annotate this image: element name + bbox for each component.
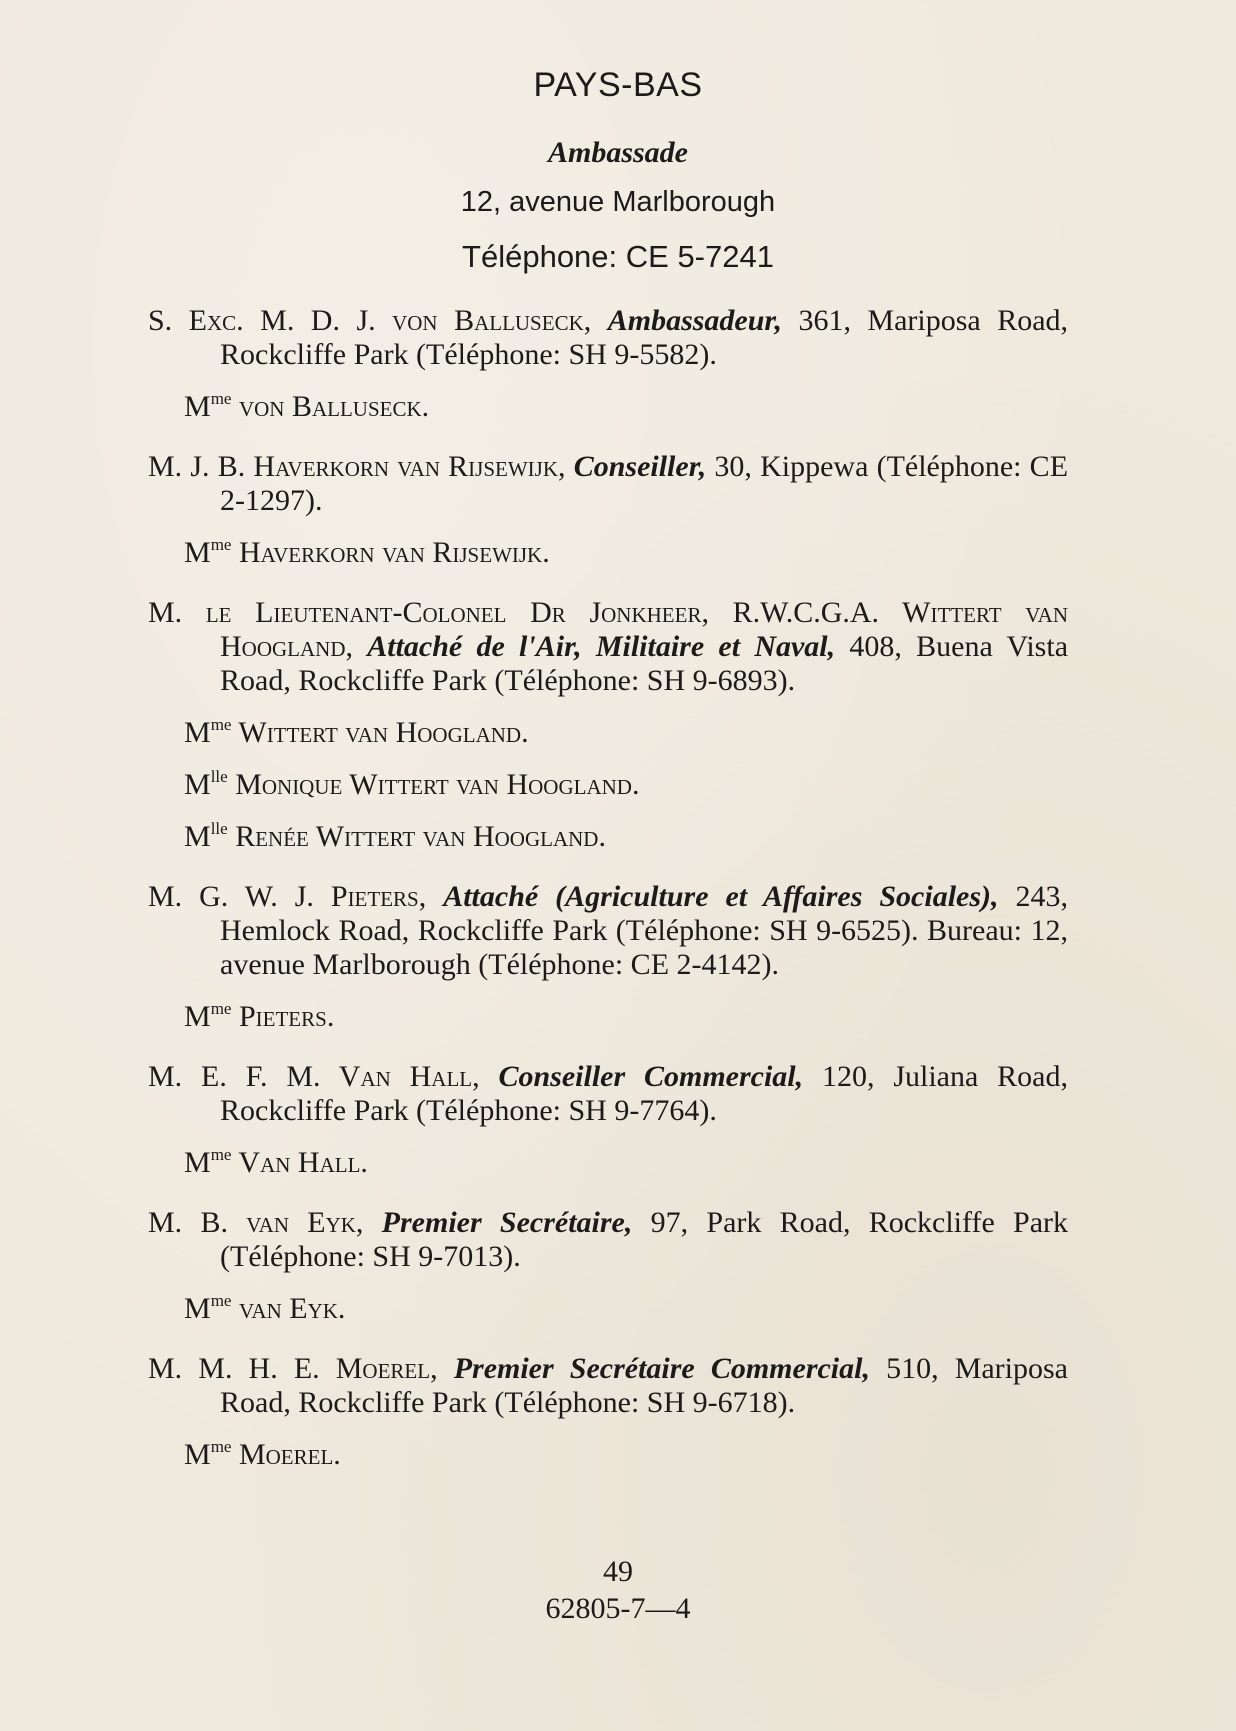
staff-details: 243, Hemlock Road, Rockcliffe Park (Téléphone: SH 9-6525). Bureau: 12, avenue Marlborough (Téléphone: CE 2-4142). [220,880,1068,981]
staff-entry [148,1060,1068,1180]
staff-role: Attaché (Agriculture et Affaires Sociales), [443,880,999,913]
staff-entry-main [148,596,1068,698]
family-member [184,992,1068,1034]
family-member-name: Van Hall. [231,1146,368,1179]
staff-details: 97, Park Road, Rockcliffe Park (Téléphone: SH 9-7013). [220,1206,1069,1273]
family-member-name: van Eyk. [231,1292,346,1325]
honorific: M [184,716,211,749]
family-member-name: Wittert van Hoogland. [231,716,529,749]
entry-prefix: M. [148,596,206,629]
staff-entry-main [148,450,1068,518]
staff-entry [148,1206,1068,1326]
staff-details: 30, Kippewa (Téléphone: CE 2-1297). [220,450,1069,517]
honorific: M [184,820,211,853]
section-heading: Ambassade [547,136,688,169]
entry-prefix: M. [148,450,191,483]
family-member [184,528,1068,570]
staff-entry-main [148,1206,1068,1274]
staff-role: Premier Secrétaire, [381,1206,633,1239]
entry-prefix: M. [148,1060,202,1093]
entry-prefix: M. [148,1206,201,1239]
staff-list [148,304,1068,1498]
honorific-suffix: lle [210,767,228,786]
entry-prefix: M. [148,880,200,913]
print-code: 62805-7—4 [545,1592,691,1625]
honorific-suffix: me [210,999,232,1018]
family-member-name: Renée Wittert van Hoogland. [227,820,606,853]
staff-entry [148,596,1068,854]
family-member-name: Moerel. [231,1438,341,1471]
family-member [184,1430,1068,1472]
staff-name: Exc. M. D. J. von Balluseck, [188,304,592,337]
staff-entry-main [148,880,1068,982]
page-title: PAYS-BAS [533,66,703,104]
embassy-address: 12, avenue Marlborough [460,186,776,218]
staff-role: Attaché de l'Air, Militaire et Naval, [367,630,836,663]
staff-entry-main [148,1060,1068,1128]
embassy-telephone: Téléphone: CE 5-7241 [462,239,774,274]
honorific-suffix: me [210,1145,232,1164]
family-member-name: Pieters. [231,1000,335,1033]
honorific: M [184,768,211,801]
staff-role: Conseiller, [573,450,707,483]
family-member [184,1138,1068,1180]
family-member [184,708,1068,750]
staff-role: Ambassadeur, [607,304,782,337]
honorific: M [184,1292,211,1325]
honorific-suffix: me [210,1437,232,1456]
honorific-suffix: me [210,389,232,408]
staff-name: le Lieutenant-Colonel Dr Jonkheer, R.W.C.G.A. Wittert van Hoogland, [205,596,1068,663]
staff-entry [148,304,1068,424]
honorific: M [184,536,211,569]
family-member [184,760,1068,802]
staff-entry-main [148,1352,1068,1420]
staff-entry [148,450,1068,570]
staff-details: 408, Buena Vista Road, Rockcliffe Park (Téléphone: SH 9-6893). [220,630,1069,697]
page-number: 49 [603,1555,633,1588]
family-member [184,812,1068,854]
staff-details: 361, Mariposa Road, Rockcliffe Park (Téléphone: SH 9-5582). [220,304,1069,371]
staff-name: J. B. Haverkorn van Rijsewijk, [190,450,566,483]
staff-entry [148,1352,1068,1472]
family-member-name: Haverkorn van Rijsewijk. [231,536,550,569]
staff-entry-main [148,304,1068,372]
honorific: M [184,1438,211,1471]
staff-details: 120, Juliana Road, Rockcliffe Park (Téléphone: SH 9-7764). [220,1060,1068,1127]
family-member [184,382,1068,424]
staff-role: Premier Secrétaire Commercial, [453,1352,870,1385]
honorific: M [184,1146,211,1179]
honorific: M [184,390,211,423]
staff-name: M. H. E. Moerel, [198,1352,438,1385]
honorific-suffix: me [210,715,232,734]
staff-details: 510, Mariposa Road, Rockcliffe Park (Téléphone: SH 9-6718). [220,1352,1068,1419]
honorific-suffix: me [210,1291,232,1310]
honorific-suffix: lle [210,819,228,838]
staff-role: Conseiller Commercial, [498,1060,804,1093]
family-member [184,1284,1068,1326]
entry-prefix: S. [148,304,189,337]
honorific-suffix: me [210,535,232,554]
staff-name: G. W. J. Pieters, [199,880,427,913]
entry-prefix: M. [148,1352,199,1385]
staff-entry [148,880,1068,1034]
honorific: M [184,1000,211,1033]
family-member-name: Monique Wittert van Hoogland. [227,768,640,801]
staff-name: B. van Eyk, [200,1206,364,1239]
family-member-name: von Balluseck. [231,390,430,423]
staff-name: E. F. M. Van Hall, [201,1060,480,1093]
